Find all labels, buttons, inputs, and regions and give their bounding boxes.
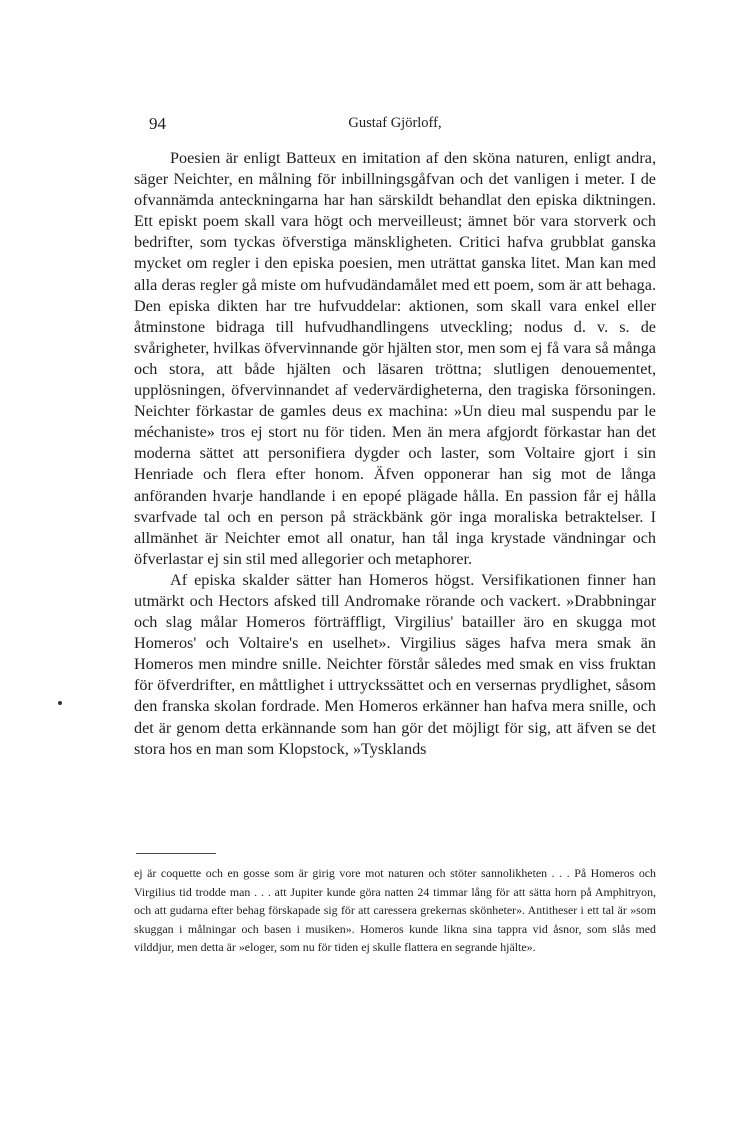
paragraph: Af episka skalder sätter han Homeros högst. Versifikationen finner han utmärkt och Hectors afsked till Andromake rörande och vackert. »Drabbningar och slag målar Homeros förträffligt, Virgilius' batailler äro en skugga mot Homeros' och Voltaire's en uselhet». Virgilius säges hafva mera smak än Homeros men mindre snille. Neichter förstår således med smak en viss fruktan för öfverdrifter, en måttlighet i uttryckssättet och en versernas prydlighet, såsom den franska skolan fordrade. Men Homeros erkänner han hafva mera snille, och det är genom detta erkännande som han gör det möjligt för sig, att äfven se det stora hos en man som Klopstock, »Tysklands xyxy=(134,570,656,758)
page-header xyxy=(134,114,656,136)
paragraph: Poesien är enligt Batteux en imitation af den sköna naturen, enligt andra, säger Neichter, en målning för inbillningsgåfvan och det vanligen i meter. I de ofvannämda anteckningarna har han särskildt behandlat den episka diktningen. Ett episkt poem skall vara högt och merveilleust; ämnet bör vara storverk och bedrifter, som tyckas öfverstiga mänskligheten. Critici hafva grubblat ganska mycket om regler i den episka poesien, men uträttat ganska litet. Man kan med alla deras regler gå miste om hufvudändamålet med ett poem, som är att behaga. Den episka dikten har tre hufvuddelar: aktionen, som skall vara enkel eller åtminstone bidraga till hufvudhandlingens utveckling; nodus d. v. s. de svårigheter, hvilkas öfvervinnande gör hjälten stor, men som ej få vara så många och stora, att både hjälten och läsaren tröttna; slutligen denouementet, upplösningen, öfvervinnandet af vedervärdigheterna, den tragiska försoningen. Neichter förkastar de gamles deus ex machina: »Un dieu mal suspendu par le méchaniste» tros ej stort nu för tiden. Men än mera afgjordt förkastar han det moderna sättet att personifiera dygder och laster, som Voltaire gjort i sin Henriade och flera efter honom. Äfven opponerar han sig mot de långa anföranden hvarje handlande i en epopé plägade hålla. En passion får ej hålla svarfvade tal och en person på sträckbänk gör inga moraliska betraktelser. I allmänhet är Neichter emot all onatur, han tål inga krystade vändningar och öfverlastar ej sin stil med allegorier och metaphorer. xyxy=(134,149,656,568)
footnote-divider xyxy=(136,853,216,854)
page-number: 94 xyxy=(149,114,166,133)
body-text xyxy=(134,148,656,760)
footnote: ej är coquette och en gosse som är girig vore mot naturen och stöter sannolikheten . . . På Homeros och Virgilius tid trodde man . . . att Jupiter kunde göra natten 24 timmar lång för att sätta horn på Amphitryon, och att gudarna efter behag förskapade sig för att caressera grekernas skönheter». Antitheser i ett tal är »som skuggan i målningar och basen i musiken». Homeros kunde likna sina tappra vid åsnor, som slås med vilddjur, men detta är »eloger, som nu för tiden ej skulle flattera en segrande hjälte». xyxy=(134,866,656,955)
running-title: Gustaf Gjörloff, xyxy=(348,115,442,131)
ink-speck xyxy=(58,701,62,705)
